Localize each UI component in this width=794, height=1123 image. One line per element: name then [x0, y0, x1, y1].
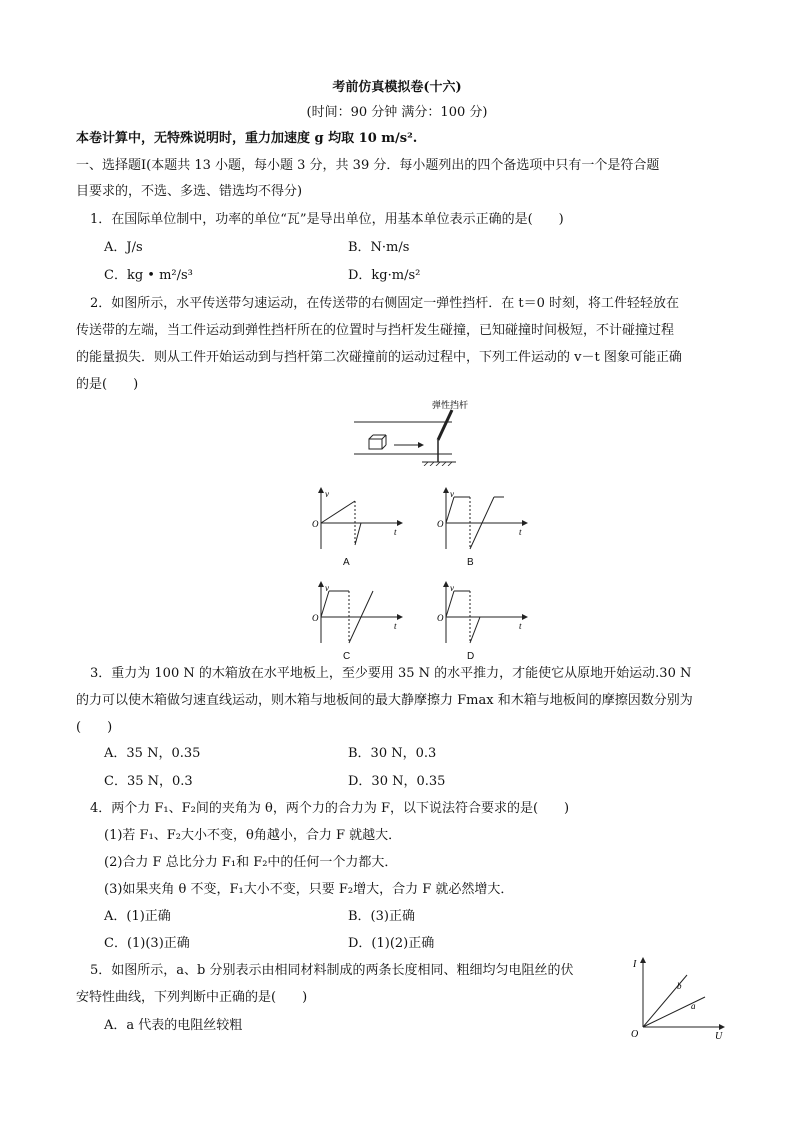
q2-line4: 的是( ) [76, 377, 139, 392]
q1-option-d: D．kg·m/s² [348, 268, 421, 283]
q4-option-d: D．(1)(2)正确 [348, 936, 435, 951]
vt-graph-a [305, 487, 405, 551]
svg-text:O: O [437, 613, 444, 623]
elastic-baffle [438, 410, 452, 440]
svg-text:v: v [325, 583, 329, 593]
graph-c-caption: C [343, 651, 351, 662]
exam-title: 考前仿真模拟卷(十六) [332, 80, 462, 95]
q3-option-d: D．30 N，0.35 [348, 774, 446, 789]
vt-graph-c [305, 581, 405, 645]
axis-i-label: I [633, 959, 637, 970]
q2-line3: 的能量损失．则从工件开始运动到与挡杆第二次碰撞前的运动过程中，下列工件运动的 v－t 图象可能正确 [76, 350, 682, 365]
q5-line2: 安特性曲线，下列判断中正确的是( ) [76, 990, 308, 1005]
vt-graph-b [430, 487, 530, 551]
q4-statement-3: (3)如果夹角 θ 不变，F₁大小不变，只要 F₂增大，合力 F 就必然增大． [104, 882, 514, 897]
line-a [643, 997, 705, 1027]
q4-statement-1: (1)若 F₁、F₂大小不变，θ角越小，合力 F 就越大． [104, 828, 402, 843]
q1-option-a: A．J/s [104, 240, 143, 255]
line-a-label: a [691, 1001, 696, 1011]
graph-a-caption: A [343, 557, 350, 568]
conveyor-figure [352, 396, 482, 466]
svg-text:v: v [450, 583, 454, 593]
iu-graph [625, 955, 730, 1040]
q2-line2: 传送带的左端，当工件运动到弹性挡杆所在的位置时与挡杆发生碰撞，已知碰撞时间极短，不计碰撞过程 [76, 323, 675, 338]
q5-option-a: A．a 代表的电阻丝较粗 [104, 1018, 243, 1033]
svg-text:O: O [437, 519, 444, 529]
svg-text:t: t [394, 621, 397, 631]
workpiece-box [369, 439, 382, 449]
section1-heading-line1: 一、选择题Ⅰ(本题共 13 小题，每小题 3 分，共 39 分．每小题列出的四个备选项中只有一个是符合题 [76, 158, 660, 173]
q4-stem: 4．两个力 F₁、F₂间的夹角为 θ，两个力的合力为 F，以下说法符合要求的是( ) [90, 801, 570, 816]
svg-text:t: t [394, 527, 397, 537]
q2-line1: 2．如图所示，水平传送带匀速运动，在传送带的右侧固定一弹性挡杆．在 t＝0 时刻，将工件轻轻放在 [90, 296, 680, 311]
q1-stem: 1．在国际单位制中，功率的单位“瓦”是导出单位，用基本单位表示正确的是( ) [90, 212, 564, 227]
q5-line1: 5．如图所示，a、b 分别表示由相同材料制成的两条长度相同、粗细均匀电阻丝的伏 [90, 963, 574, 978]
graph-d-caption: D [467, 651, 475, 662]
origin-label: O [631, 1029, 639, 1040]
graph-b-caption: B [467, 557, 474, 568]
q4-option-c: C．(1)(3)正确 [104, 936, 190, 951]
svg-text:O: O [312, 519, 319, 529]
vt-graph-d [430, 581, 530, 645]
q1-option-c: C．kg • m²/s³ [104, 268, 193, 283]
q4-statement-2: (2)合力 F 总比分力 F₁和 F₂中的任何一个力都大． [104, 855, 398, 870]
gravity-note: 本卷计算中，无特殊说明时，重力加速度 g 均取 10 m/s². [76, 131, 418, 146]
line-b-label: b [677, 981, 682, 991]
svg-text:t: t [519, 527, 522, 537]
svg-text:v: v [325, 489, 329, 499]
exam-subtitle: (时间：90 分钟 满分：100 分) [306, 105, 488, 120]
q3-line1: 3．重力为 100 N 的木箱放在水平地板上，至少要用 35 N 的水平推力，才能使它从原地开始运动.30 N [90, 666, 692, 681]
svg-text:t: t [519, 621, 522, 631]
q3-option-b: B．30 N，0.3 [348, 746, 437, 761]
q3-option-a: A．35 N，0.35 [104, 746, 201, 761]
section1-heading-line2: 目要求的，不选、多选、错选均不得分) [76, 184, 303, 199]
svg-text:v: v [450, 489, 454, 499]
q4-option-a: A．(1)正确 [104, 909, 171, 924]
q3-option-c: C．35 N，0.3 [104, 774, 193, 789]
q3-line2: 的力可以使木箱做匀速直线运动，则木箱与地板间的最大静摩擦力 Fmax 和木箱与地板间的摩擦因数分别为 [76, 693, 693, 708]
svg-text:O: O [312, 613, 319, 623]
q3-line3: ( ) [76, 720, 113, 735]
q1-option-b: B．N·m/s [348, 240, 410, 255]
baffle-label: 弹性挡杆 [432, 400, 469, 410]
axis-u-label: U [715, 1031, 723, 1040]
q4-option-b: B．(3)正确 [348, 909, 415, 924]
